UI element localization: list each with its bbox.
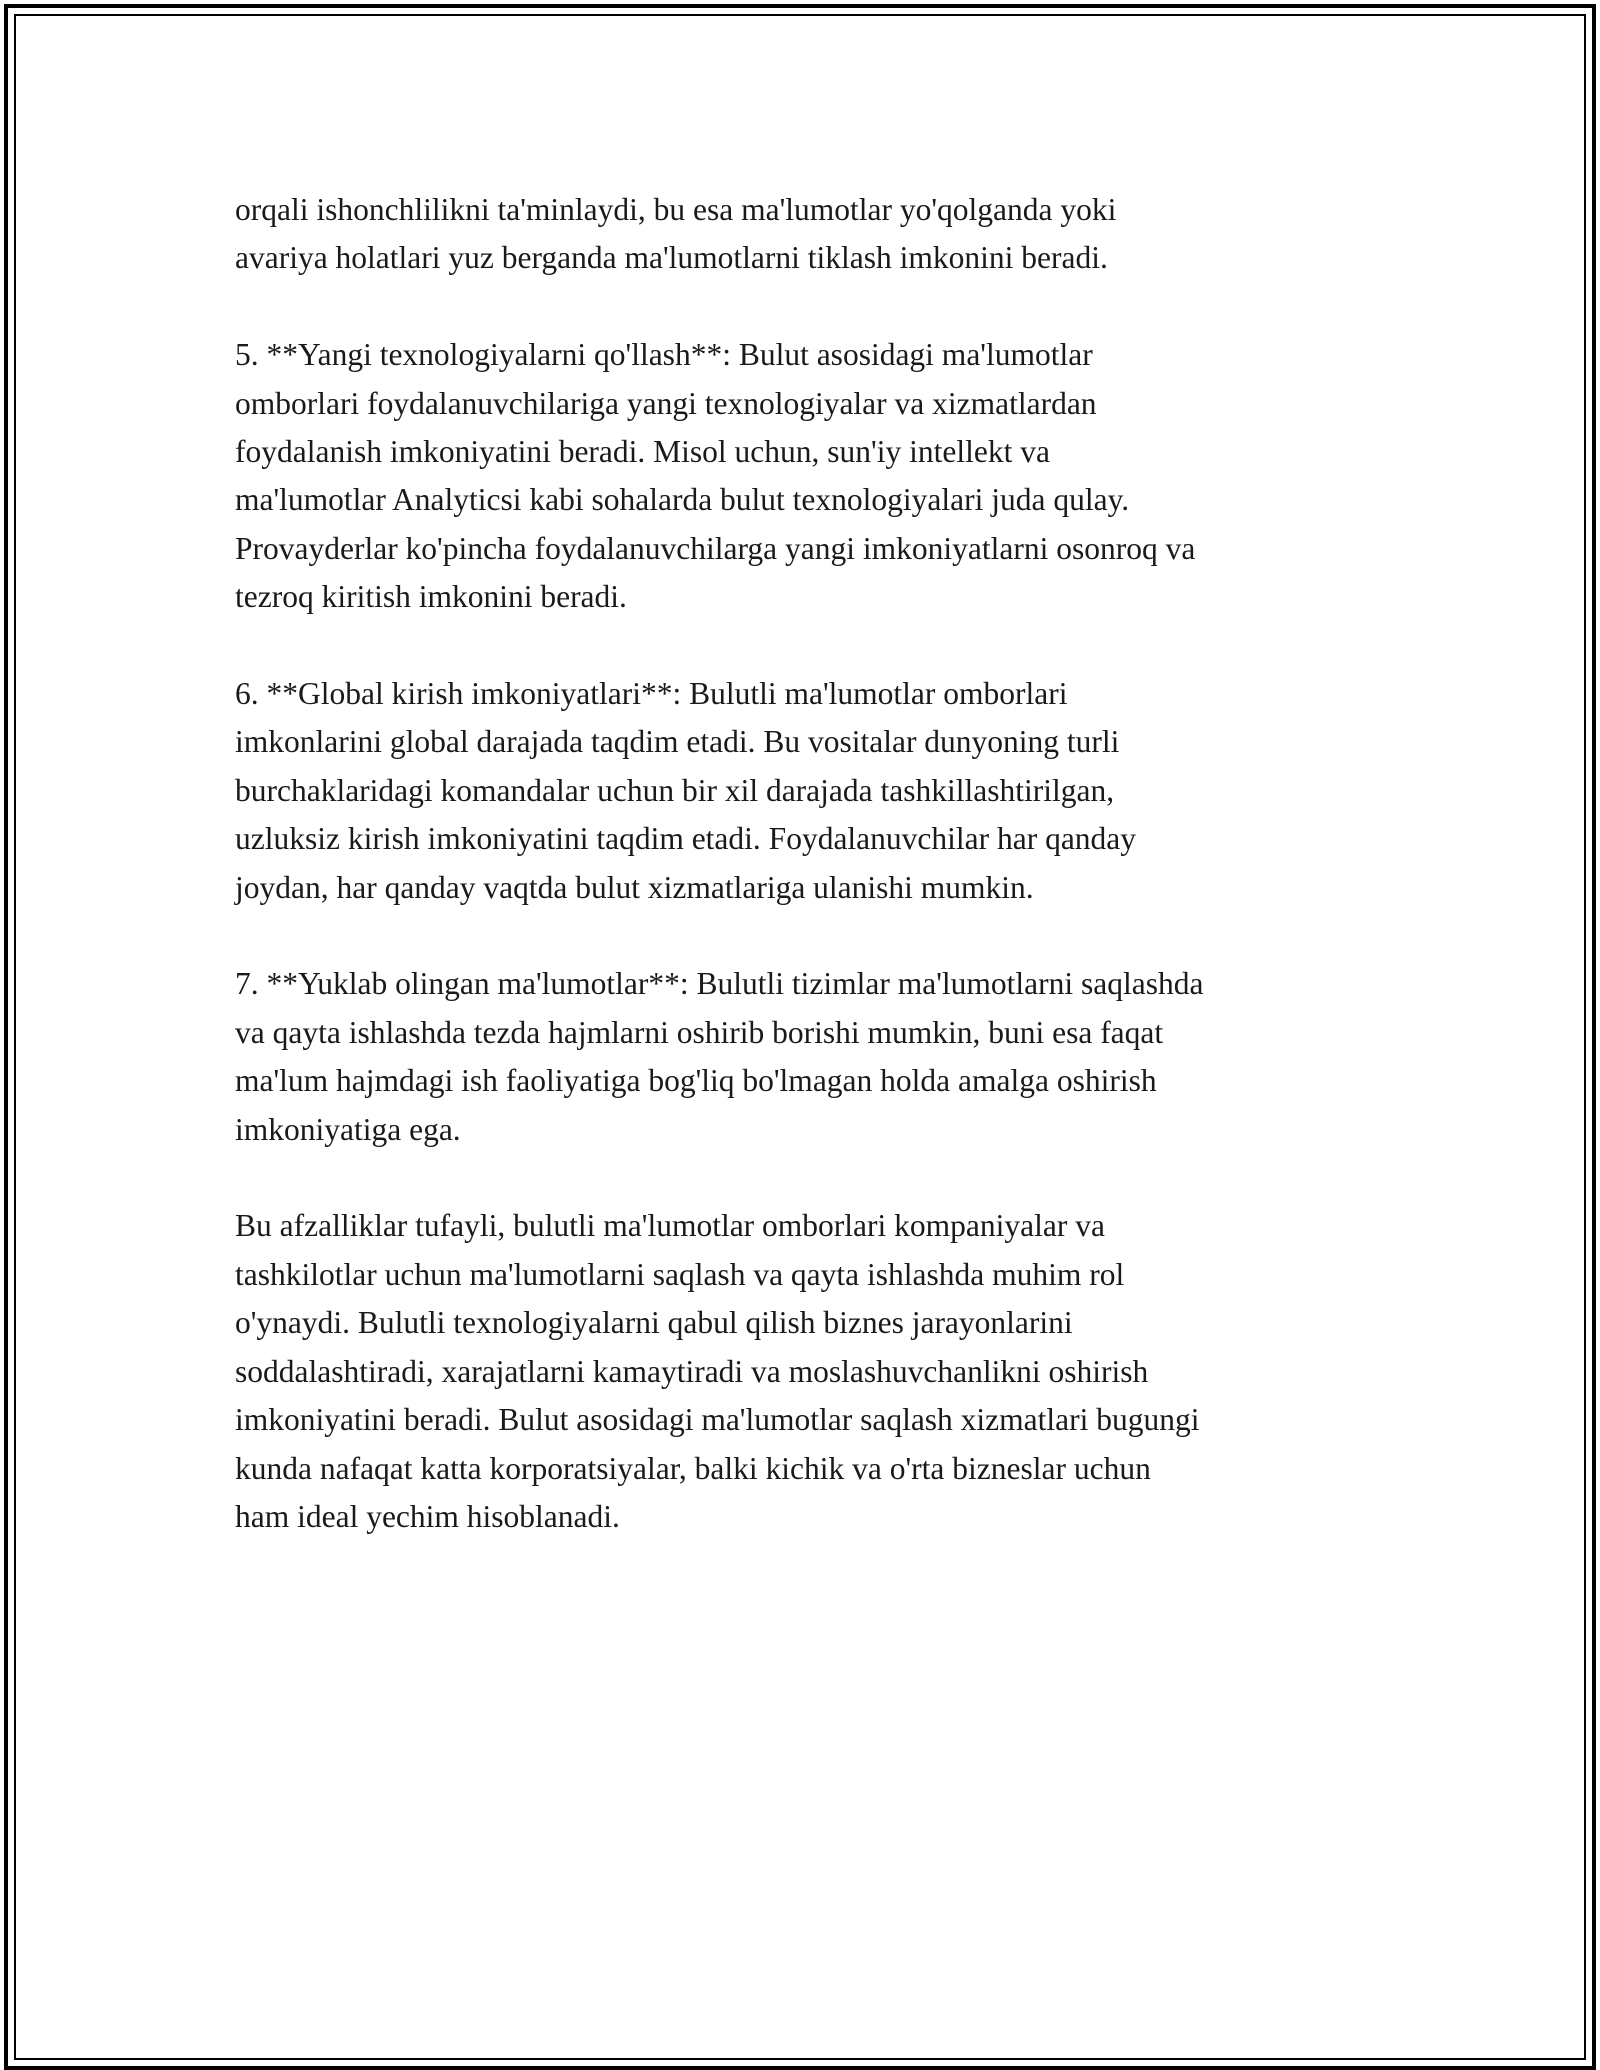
text-line: kunda nafaqat katta korporatsiyalar, balki kichik va o'rta bizneslar uchun: [235, 1450, 1151, 1486]
text-line: 5. **Yangi texnologiyalarni qo'llash**: Bulut asosidagi ma'lumotlar: [235, 337, 1093, 373]
text-line: imkonlarini global darajada taqdim etadi. Bu vositalar dunyoning turli: [235, 724, 1120, 760]
paragraph-conclusion: [235, 1202, 1395, 1541]
text-line: avariya holatlari yuz berganda ma'lumotlarni tiklash imkonini beradi.: [235, 240, 1108, 276]
paragraph-item-7: [235, 960, 1395, 1154]
text-line: uzluksiz kirish imkoniyatini taqdim etadi. Foydalanuvchilar har qanday: [235, 821, 1137, 857]
text-line: Provayderlar ko'pincha foydalanuvchilarga yangi imkoniyatlarni osonroq va: [235, 530, 1196, 566]
text-line: 7. **Yuklab olingan ma'lumotlar**: Bulutli tizimlar ma'lumotlarni saqlashda: [235, 966, 1204, 1002]
text-line: joydan, har qanday vaqtda bulut xizmatlariga ulanishi mumkin.: [235, 869, 1034, 905]
text-line: soddalashtiradi, xarajatlarni kamaytiradi va moslashuvchanlikni oshirish: [235, 1353, 1149, 1389]
text-line: ma'lum hajmdagi ish faoliyatiga bog'liq bo'lmagan holda amalga oshirish: [235, 1063, 1157, 1099]
paragraph-intro-continuation: [235, 186, 1395, 283]
text-line: imkoniyatiga ega.: [235, 1111, 461, 1147]
paragraph-item-6: [235, 670, 1395, 912]
text-line: 6. **Global kirish imkoniyatlari**: Bulutli ma'lumotlar omborlari: [235, 676, 1068, 712]
text-line: va qayta ishlashda tezda hajmlarni oshirib borishi mumkin, buni esa faqat: [235, 1014, 1164, 1050]
document-body: [235, 186, 1395, 1590]
paragraph-item-5: [235, 331, 1395, 621]
text-line: burchaklaridagi komandalar uchun bir xil darajada tashkillashtirilgan,: [235, 772, 1115, 808]
text-line: tashkilotlar uchun ma'lumotlarni saqlash va qayta ishlashda muhim rol: [235, 1256, 1125, 1292]
text-line: orqali ishonchlilikni ta'minlaydi, bu esa ma'lumotlar yo'qolganda yoki: [235, 192, 1117, 227]
text-line: ham ideal yechim hisoblanadi.: [235, 1498, 620, 1534]
text-line: o'ynaydi. Bulutli texnologiyalarni qabul qilish biznes jarayonlarini: [235, 1305, 1073, 1341]
text-line: foydalanish imkoniyatini beradi. Misol uchun, sun'iy intellekt va: [235, 434, 1050, 470]
text-line: tezroq kiritish imkonini beradi.: [235, 579, 627, 615]
text-line: Bu afzalliklar tufayli, bulutli ma'lumotlar omborlari kompaniyalar va: [235, 1208, 1105, 1244]
text-line: omborlari foydalanuvchilariga yangi texnologiyalar va xizmatlardan: [235, 385, 1097, 421]
text-line: ma'lumotlar Analyticsi kabi sohalarda bulut texnologiyalari juda qulay.: [235, 482, 1130, 518]
text-line: imkoniyatini beradi. Bulut asosidagi ma'lumotlar saqlash xizmatlari bugungi: [235, 1402, 1200, 1438]
